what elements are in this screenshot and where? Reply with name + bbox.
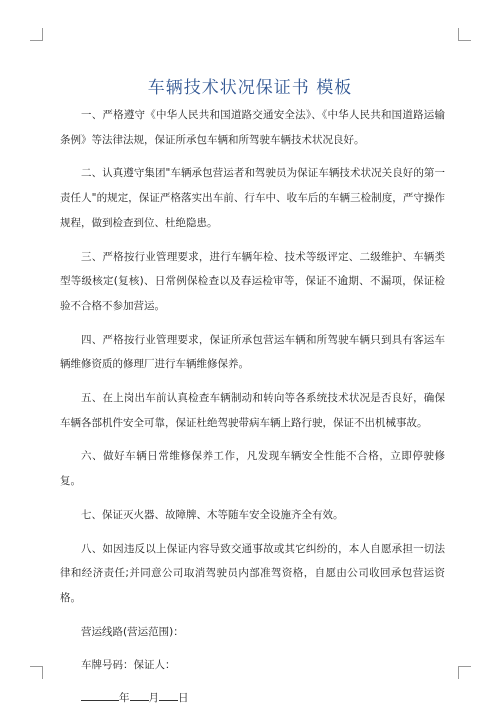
document-body bbox=[60, 103, 445, 719]
crop-mark-bottom-right bbox=[458, 666, 471, 679]
clause-2: 二、认真遵守集团"车辆承包营运者和驾驶员为保证车辆技术状况关良好的第一责任人"的规定，保证严格落实出车前、行车中、收车后的车辆三检制度，严守操作规程，做到检查到位、杜绝隐患。 bbox=[60, 167, 445, 229]
crop-mark-bottom-left bbox=[30, 666, 43, 679]
month-blank[interactable] bbox=[130, 688, 149, 701]
year-label: 年 bbox=[119, 691, 130, 704]
clause-1: 一、严格遵守《中华人民共和国道路交通安全法》、《中华人民共和国道路运输条例》等法律法规，保证所承包车辆和所驾驶车辆技术状况良好。 bbox=[60, 109, 445, 146]
day-blank[interactable] bbox=[159, 688, 178, 701]
route-label: 营运线路(营运范围)： bbox=[81, 625, 184, 638]
signature-block bbox=[60, 620, 445, 710]
crop-mark-top-left bbox=[30, 28, 43, 41]
date-line bbox=[60, 686, 445, 710]
crop-mark-top-right bbox=[458, 28, 471, 41]
document-title: 车辆技术状况保证书 模板 bbox=[147, 78, 353, 99]
day-label: 日 bbox=[178, 691, 189, 704]
month-label: 月 bbox=[148, 691, 159, 704]
clause-7: 七、保证灭火器、故障牌、木等随车安全设施齐全有效。 bbox=[81, 508, 344, 521]
clause-4: 四、严格按行业管理要求，保证所承包营运车辆和所驾驶车辆只到具有客运车辆维修资质的修理厂进行车辆维修保养。 bbox=[60, 333, 445, 371]
year-blank[interactable] bbox=[81, 688, 119, 701]
clause-8: 八、如因违反以上保证内容导致交通事故或其它纠纷的，本人自愿承担一切法律和经济责任;并同意公司取消驾驶员内部准驾资格，自愿由公司收回承包营运资格。 bbox=[60, 542, 445, 604]
clause-6: 六、做好车辆日常维修保养工作，凡发现车辆安全性能不合格，立即停驶修复。 bbox=[60, 450, 445, 488]
clause-5: 五、在上岗出车前认真检查车辆制动和转向等各系统技术状况是否良好，确保车辆各部机件安全可靠，保证杜绝驾驶带病车辆上路行驶，保证不出机械事故。 bbox=[60, 392, 445, 429]
clause-3: 三、严格按行业管理要求，进行车辆年检、技术等级评定、二级维护、车辆类型等级核定(复核)、日常例保检查以及春运检审等，保证不逾期、不漏项，保证检验不合格不参加营运。 bbox=[60, 250, 445, 312]
plate-guarantor-label: 车牌号码：保证人： bbox=[81, 658, 176, 671]
